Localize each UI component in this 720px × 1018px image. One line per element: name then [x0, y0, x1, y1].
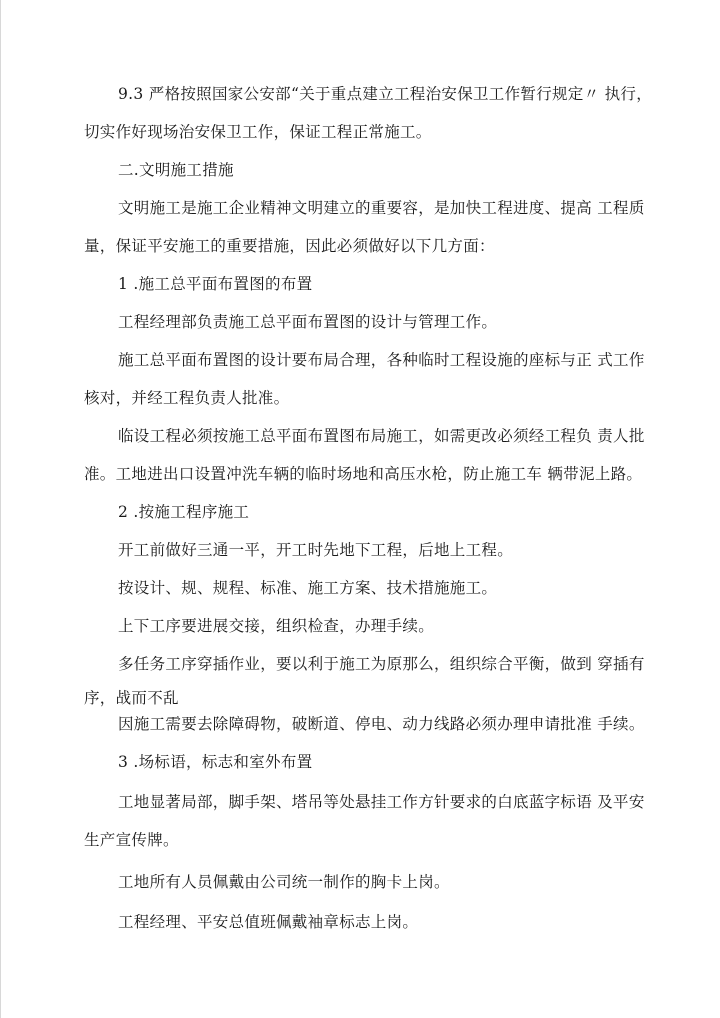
paragraph-9-3-line-2: 切实作好现场治安保卫工作，保证工程正常施工。: [84, 123, 432, 141]
paragraph-layout-design-line-2: 核对，并经工程负责人批准。: [84, 389, 290, 407]
paragraph-by-design: 按设计、规、规程、标准、施工方案、技术措施施工。: [118, 579, 498, 597]
paragraph-before-start: 开工前做好三通一平，开工时先地下工程，后地上工程。: [118, 541, 514, 559]
paragraph-layout-management: 工程经理部负责施工总平面布置图的设计与管理工作。: [118, 313, 498, 331]
paragraph-armbands: 工程经理、平安总值班佩戴袖章标志上岗。: [118, 913, 419, 931]
paragraph-temporary-works-line-2: 准。工地进出口设置冲洗车辆的临时场地和高压水枪，防止施工车 辆带泥上路。: [84, 465, 643, 483]
paragraph-slogans-line-2: 生产宣传牌。: [84, 831, 179, 849]
paragraph-badges: 工地所有人员佩戴由公司统一制作的胸卡上岗。: [118, 873, 450, 891]
paragraph-layout-design-line-1: 施工总平面布置图的设计要布局合理，各种临时工程设施的座标与正 式工作: [118, 351, 645, 369]
subheading-1-site-layout: 1 .施工总平面布置图的布置: [118, 275, 313, 293]
paragraph-slogans-line-1: 工地显著局部，脚手架、塔吊等处悬挂工作方针要求的白底蓝字标语 及平安: [118, 793, 645, 811]
intro-paragraph-line-1: 文明施工是施工企业精神文明建立的重要容，是加快工程进度、提高 工程质: [118, 199, 645, 217]
intro-paragraph-line-2: 量，保证平安施工的重要措施，因此必须做好以下几方面：: [84, 237, 495, 255]
paragraph-obstacle-removal: 因施工需要去除障碍物，破断道、停电、动力线路必须办理申请批准 手续。: [118, 715, 645, 733]
paragraph-9-3-line-1: 9.3 严格按照国家公安部“关于重点建立工程治安保卫工作暂行规定〃 执行，: [118, 85, 653, 103]
paragraph-handover: 上下工序要进展交接，组织检查，办理手续。: [118, 617, 435, 635]
paragraph-multitask-line-2: 序，战而不乱: [84, 689, 179, 707]
subheading-2-construction-procedure: 2 .按施工程序施工: [118, 503, 250, 521]
section-heading-civilized-construction: 二.文明施工措施: [118, 161, 234, 179]
paragraph-multitask-line-1: 多任务工序穿插作业，要以利于施工为原那么，组织综合平衡，做到 穿插有: [118, 655, 645, 673]
paragraph-temporary-works-line-1: 临设工程必须按施工总平面布置图布局施工，如需更改必须经工程负 责人批: [118, 427, 645, 445]
subheading-3-slogans-signs: 3 .场标语，标志和室外布置: [118, 753, 313, 771]
